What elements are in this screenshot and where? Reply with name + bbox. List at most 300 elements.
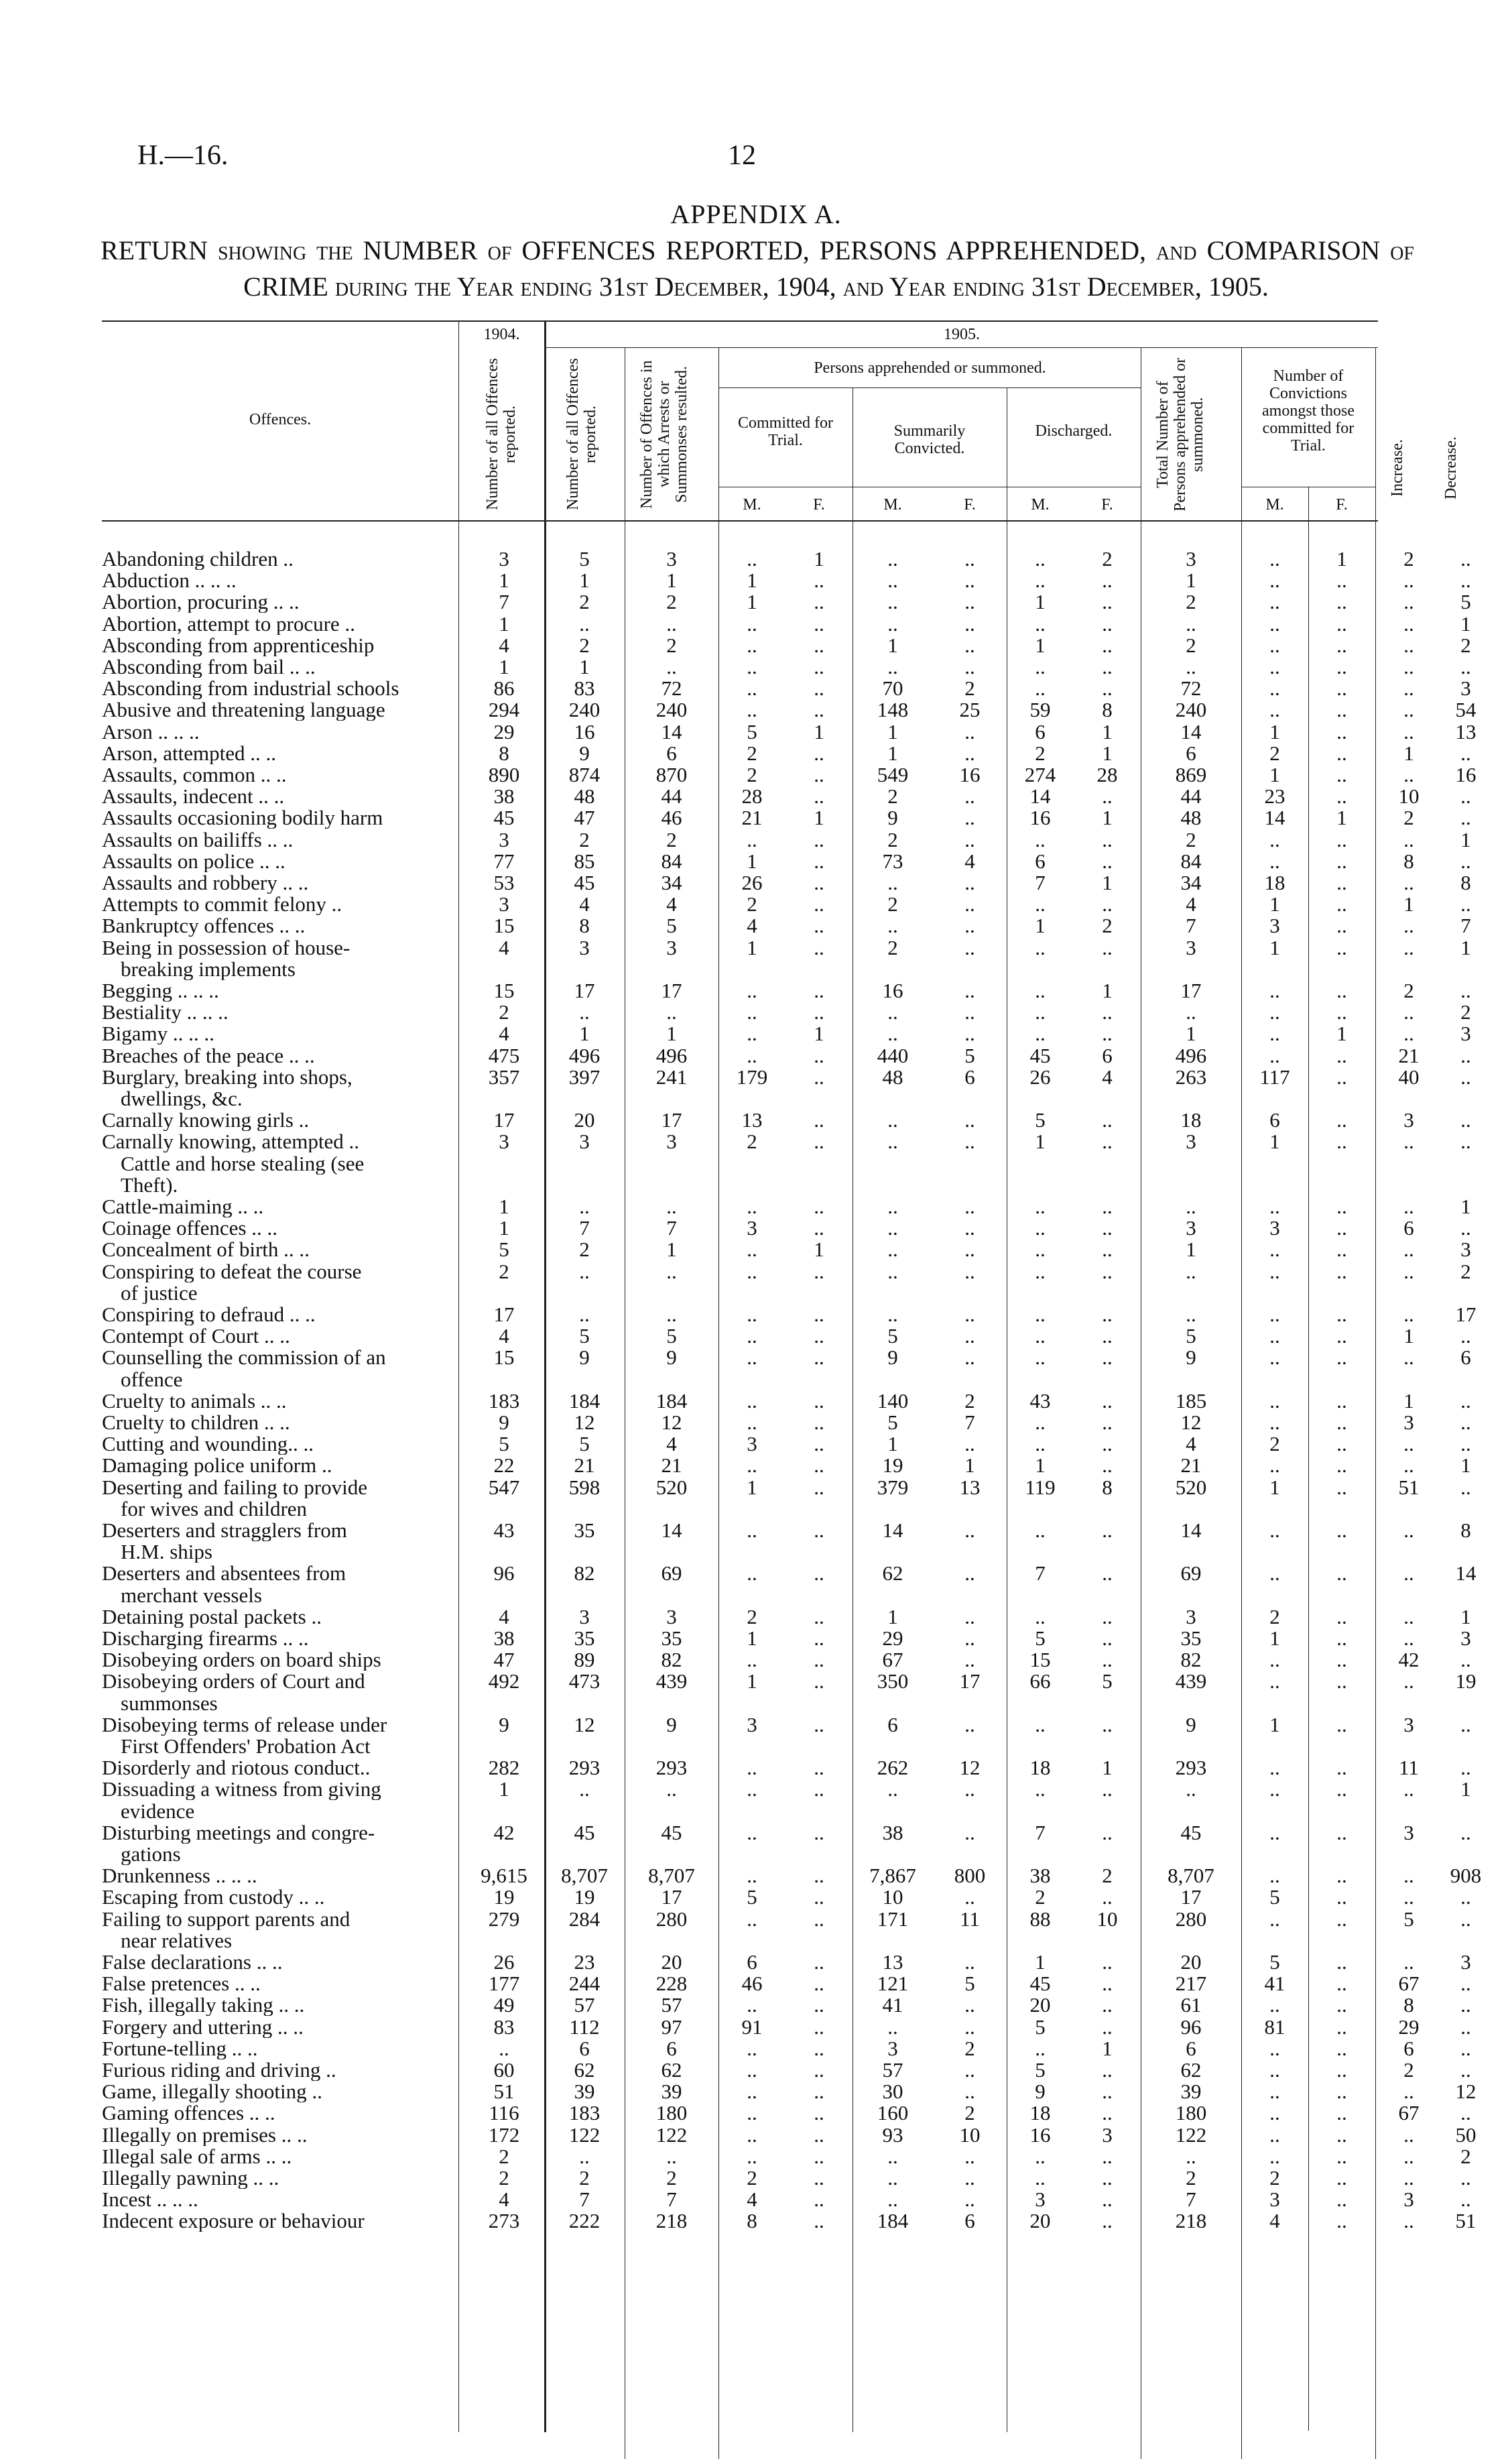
row-value: .. [1102,935,1113,959]
row-value: .. [1035,1000,1046,1024]
row-value: .. [964,979,975,1002]
row-value: .. [1269,590,1280,614]
row-value: .. [1269,1561,1280,1585]
row-value: 62 [1180,2058,1202,2082]
row-value: 3 [887,2036,898,2060]
row-value: .. [1403,1022,1414,1046]
row-value: 1 [1186,1022,1196,1046]
row-value: 53 [493,871,515,894]
row-value: .. [1460,1907,1471,1931]
row-value: 218 [655,2209,688,2233]
row-value: .. [1102,784,1113,808]
row-value: 1 [814,547,824,571]
row-value: .. [1102,1388,1113,1413]
row-value: 8 [1403,1993,1414,2017]
row-value: .. [747,1303,757,1326]
header-bottom-rule [102,520,1378,522]
row-value: 2 [579,1238,590,1262]
row-value: .. [964,1432,975,1456]
row-value: .. [1460,1130,1471,1154]
row-value: 5 [579,1324,590,1348]
row-value: .. [1102,2187,1113,2212]
table-row [102,721,1496,743]
row-value: .. [747,2080,757,2104]
table-row [102,1973,1496,1994]
row-value: .. [964,611,975,636]
row-value: 21 [661,1453,682,1478]
row-value: .. [1269,698,1280,722]
row-value: 9 [666,1345,677,1370]
row-value: 13 [741,1108,763,1132]
table-row [102,894,1496,915]
row-value: .. [1336,1432,1347,1456]
row-value: 2 [666,2166,677,2190]
row-value: .. [747,698,757,722]
row-value: 21 [1180,1453,1202,1478]
row-value: 274 [1024,763,1056,786]
row-value: .. [887,2187,898,2212]
row-value: 1 [666,1022,677,1046]
row-value: .. [1460,1756,1471,1780]
row-value: .. [1269,1043,1280,1067]
table-row [102,1304,1496,1325]
row-value: 117 [1259,1065,1290,1089]
row-value: .. [1269,1648,1280,1672]
row-value: .. [814,1345,824,1370]
row-value: .. [1336,2058,1347,2082]
row-value: 70 [882,676,903,701]
offence-name: Theft). [121,1174,178,1196]
row-value: 73 [882,849,903,873]
row-value: 1 [666,568,677,593]
row-value: .. [964,719,975,743]
row-value: 874 [568,763,601,786]
offence-name: Failing to support parents and [102,1908,351,1930]
row-value: .. [964,1518,975,1542]
row-value: 4 [499,1324,509,1348]
row-value: 3 [1269,914,1280,938]
row-value: 1 [1336,547,1347,571]
row-value: .. [1403,1238,1414,1262]
table-row [102,591,1496,613]
offence-name: merchant vessels [121,1584,262,1606]
offence-name: Bankruptcy offences .. .. [102,915,306,937]
row-value: .. [579,1000,590,1024]
row-value: .. [814,1561,824,1585]
offence-name: Attempts to commit felony .. [102,894,342,916]
row-value: .. [1269,676,1280,701]
row-value: 17 [661,1108,682,1132]
row-value: 5 [1403,1907,1414,1931]
row-value: .. [814,1043,824,1067]
row-value: 890 [488,763,520,786]
row-value: 3 [499,892,509,916]
row-value: 8 [1102,698,1113,722]
row-value: .. [1336,1345,1347,1370]
row-value: .. [1035,611,1046,636]
row-value: 2 [579,590,590,614]
row-value: .. [1336,1108,1347,1132]
row-value: 9 [1186,1345,1196,1370]
row-value: 9 [1186,1712,1196,1736]
row-value: .. [964,2080,975,2104]
row-value: 17 [493,1108,515,1132]
row-value: .. [814,914,824,938]
row-value: 2 [1460,2144,1471,2168]
row-value: 908 [1450,1864,1482,1888]
row-value: 17 [1180,1885,1202,1909]
row-value: 45 [574,1820,595,1844]
row-value: .. [814,1604,824,1628]
row-value: 171 [877,1907,909,1931]
table-row [102,1736,1496,1757]
row-value: .. [964,1777,975,1801]
table-row [102,1606,1496,1628]
row-value: 439 [655,1669,688,1693]
row-value: .. [964,1345,975,1370]
row-value: 4 [1269,2209,1280,2233]
row-value: .. [814,1108,824,1132]
table-row [102,1217,1496,1239]
offence-name: Carnally knowing, attempted .. [102,1131,359,1153]
row-value: .. [1336,1712,1347,1736]
row-value: .. [747,1907,757,1931]
row-value: 4 [499,1604,509,1628]
header-discharged-m: M. [1031,496,1050,514]
row-value: .. [1403,568,1414,593]
row-value: 54 [1455,698,1476,722]
row-value: 3 [1403,1108,1414,1132]
row-value: .. [1336,1669,1347,1693]
row-value: 2 [1460,633,1471,657]
table-row [102,2017,1496,2038]
row-value: .. [1035,1022,1046,1046]
row-value: .. [1336,1885,1347,1909]
row-value: 1 [1102,2036,1113,2060]
row-value: .. [1186,1000,1196,1024]
row-value: .. [1186,2144,1196,2168]
row-value: .. [964,1950,975,1974]
offence-name: Assaults on bailiffs .. .. [102,829,294,851]
row-value: .. [1336,1065,1347,1089]
row-value: 1 [1269,1626,1280,1650]
offence-name: Assaults, common .. .. [102,764,287,786]
offence-name: Indecent exposure or behaviour [102,2210,365,2232]
row-value: .. [814,698,824,722]
row-value: .. [1460,568,1471,593]
row-value: 44 [661,784,682,808]
row-value: .. [1269,1864,1280,1888]
row-value: 2 [747,1130,757,1154]
row-value: 1 [1460,1195,1471,1218]
offence-name: First Offenders' Probation Act [121,1736,371,1757]
offence-name: Cruelty to children .. .. [102,1412,290,1433]
row-value: .. [964,2058,975,2082]
row-value: 46 [661,806,682,830]
row-value: 4 [1186,892,1196,916]
row-value: 2 [1102,914,1113,938]
row-value: 1 [499,655,509,678]
row-value: .. [1035,2036,1046,2060]
row-value: 294 [488,698,520,722]
row-value: 279 [488,1907,520,1931]
row-value: .. [1102,2166,1113,2190]
row-value: .. [747,1648,757,1672]
row-value: 5 [964,1043,975,1067]
row-value: .. [1403,719,1414,743]
row-value: 1 [1269,763,1280,786]
row-value: .. [1035,1777,1046,1801]
offence-name: of justice [121,1282,198,1304]
row-value: 6 [1035,849,1046,873]
row-value: .. [1269,1756,1280,1780]
row-value: .. [1186,611,1196,636]
table-row [102,2167,1496,2189]
row-value: .. [887,568,898,593]
row-value: 97 [661,2015,682,2039]
row-value: 8 [1102,1475,1113,1499]
row-value: 2 [1460,1259,1471,1283]
row-value: .. [1269,827,1280,851]
row-value: .. [1102,849,1113,873]
row-value: 15 [493,1345,515,1370]
row-value: 4 [666,1432,677,1456]
row-value: 62 [661,2058,682,2082]
row-value: 1 [1460,1777,1471,1801]
table-row [102,1477,1496,1498]
row-value: 1 [666,1238,677,1262]
row-value: 9 [579,741,590,765]
row-value: 38 [493,1626,515,1650]
table-row [102,1994,1496,2016]
row-value: 49 [493,1993,515,2017]
row-value: 82 [1180,1648,1202,1672]
row-value: .. [1336,1259,1347,1283]
table-row [102,1088,1496,1109]
row-value: .. [814,1000,824,1024]
row-value: .. [1403,590,1414,614]
row-value: 7 [1035,871,1046,894]
row-value: 38 [882,1820,903,1844]
offence-name: Abandoning children .. [102,548,294,570]
row-value: 116 [489,2101,519,2125]
row-value: .. [1336,763,1347,786]
row-value: 1 [1460,611,1471,636]
row-value: 18 [1029,2101,1051,2125]
table-row [102,1067,1496,1088]
row-value: 82 [574,1561,595,1585]
row-value: .. [1269,1345,1280,1370]
offence-name: False declarations .. .. [102,1952,283,1973]
row-value: .. [666,1259,677,1283]
row-value: .. [747,1864,757,1888]
row-value: 7 [666,2187,677,2212]
row-value: .. [887,2144,898,2168]
row-value: 496 [568,1043,601,1067]
row-value: 140 [877,1388,909,1413]
row-value: .. [964,1626,975,1650]
table-row [102,2059,1496,2081]
row-value: 12 [574,1712,595,1736]
table-row [102,1325,1496,1347]
row-value: .. [1336,1518,1347,1542]
row-value: 1 [1102,1756,1113,1780]
row-value: .. [887,1777,898,1801]
row-value: 1 [1269,1475,1280,1499]
row-value: .. [1460,1324,1471,1348]
row-value: 18 [1180,1108,1202,1132]
table-row [102,1175,1496,1196]
row-value: 6 [579,2036,590,2060]
row-value: 2 [1035,1885,1046,1909]
row-value: .. [814,1820,824,1844]
header-decrease: Decrease. [1442,436,1460,499]
offence-name: False pretences .. .. [102,1973,261,1995]
header-arrests: Number of Offences in which Arrests or Summonses resulted. [638,360,690,509]
row-value: 439 [1175,1669,1207,1693]
row-value: .. [1102,1216,1113,1240]
row-value: 869 [1175,763,1207,786]
row-value: 22 [493,1453,515,1478]
table-top-rule [102,320,1378,322]
row-value: 2 [1269,2166,1280,2190]
row-value: 3 [1460,1022,1471,1046]
row-value: .. [1336,871,1347,894]
row-value: 14 [1264,806,1285,830]
row-value: .. [814,1756,824,1780]
table-row [102,1239,1496,1260]
row-value: .. [666,1303,677,1326]
page-number: 12 [728,140,756,171]
table-row [102,613,1496,635]
table-row [102,1649,1496,1671]
row-value: .. [964,2015,975,2039]
row-value: 10 [1398,784,1420,808]
row-value: .. [1403,655,1414,678]
row-value: 10 [882,1885,903,1909]
row-value: 45 [661,1820,682,1844]
table-row [102,1369,1496,1390]
row-value: 6 [1460,1345,1471,1370]
row-value: 43 [1029,1388,1051,1413]
row-value: .. [1102,1453,1113,1478]
offence-name: Counselling the commission of an [102,1347,386,1369]
row-value: .. [747,1777,757,1801]
row-value: 14 [1180,719,1202,743]
row-value: .. [1336,1475,1347,1499]
row-value: 3 [666,1604,677,1628]
row-value: .. [964,1022,975,1046]
row-value: .. [1336,914,1347,938]
row-value: 4 [747,914,757,938]
row-value: .. [964,633,975,657]
offence-name: Drunkenness .. .. .. [102,1865,257,1887]
persons-divider [718,387,1141,388]
row-value: .. [964,1561,975,1585]
row-value: 547 [488,1475,520,1499]
row-value: .. [1102,1303,1113,1326]
row-value: .. [1336,568,1347,593]
row-value: .. [1336,1238,1347,1262]
row-value: .. [666,1777,677,1801]
row-value: 20 [1180,1950,1202,1974]
row-value: 18 [1264,871,1285,894]
row-value: 5 [579,547,590,571]
offence-name: Absconding from apprenticeship [102,634,375,656]
row-value: .. [1035,547,1046,571]
row-value: .. [1102,2080,1113,2104]
table-row [102,635,1496,656]
offence-name: Absconding from bail .. .. [102,656,316,678]
row-value: .. [814,1130,824,1154]
table-row [102,829,1496,851]
row-value: .. [1269,655,1280,678]
row-value: .. [1035,1259,1046,1283]
row-value: 3 [666,547,677,571]
row-value: .. [747,2144,757,2168]
row-value: 1 [499,568,509,593]
table-row [102,1779,1496,1800]
row-value: .. [814,2144,824,2168]
row-value: 7 [1460,914,1471,938]
offence-name: Disorderly and riotous conduct.. [102,1757,371,1779]
row-value: .. [1460,1648,1471,1672]
row-value: 7 [964,1411,975,1434]
row-value: 14 [1455,1561,1476,1585]
row-value: 12 [661,1411,682,1434]
row-value: .. [1460,892,1471,916]
title-line-2: CRIME during the Year ending 31st December, 1904, and Year ending 31st December, 1905. [243,272,1269,302]
row-value: .. [964,547,975,571]
row-value: .. [1035,1238,1046,1262]
row-value: 1 [747,935,757,959]
row-value: .. [1269,1324,1280,1348]
row-value: .. [1102,1777,1113,1801]
row-value: .. [1336,611,1347,636]
row-value: .. [964,2187,975,2212]
row-value: 800 [954,1864,986,1888]
row-value: 2 [1102,1864,1113,1888]
row-value: .. [1269,1518,1280,1542]
row-value: .. [1403,1303,1414,1326]
table-row [102,1801,1496,1822]
offence-name: Disobeying terms of release under [102,1714,387,1736]
row-value: 6 [1403,1216,1414,1240]
row-value: 67 [1398,2101,1420,2125]
row-value: .. [1102,568,1113,593]
table-row [102,1757,1496,1779]
offence-name: Cruelty to animals .. .. [102,1390,287,1412]
row-value: 1 [1336,806,1347,830]
row-value: .. [1336,1000,1347,1024]
row-value: 3 [579,935,590,959]
row-value: .. [747,827,757,851]
row-value: .. [1102,2209,1113,2233]
row-value: 240 [568,698,601,722]
row-value: 1 [747,1626,757,1650]
row-value: 1 [1035,590,1046,614]
row-value: 218 [1175,2209,1207,2233]
table-row [102,2038,1496,2059]
row-value: .. [1269,1669,1280,1693]
row-value: .. [1035,1345,1046,1370]
row-value: 2 [747,763,757,786]
header-discharged: Discharged. [1035,422,1113,440]
row-value: 1 [499,1216,509,1240]
row-value: .. [1035,1432,1046,1456]
row-value: .. [814,2209,824,2233]
row-value: 51 [1455,2209,1476,2233]
